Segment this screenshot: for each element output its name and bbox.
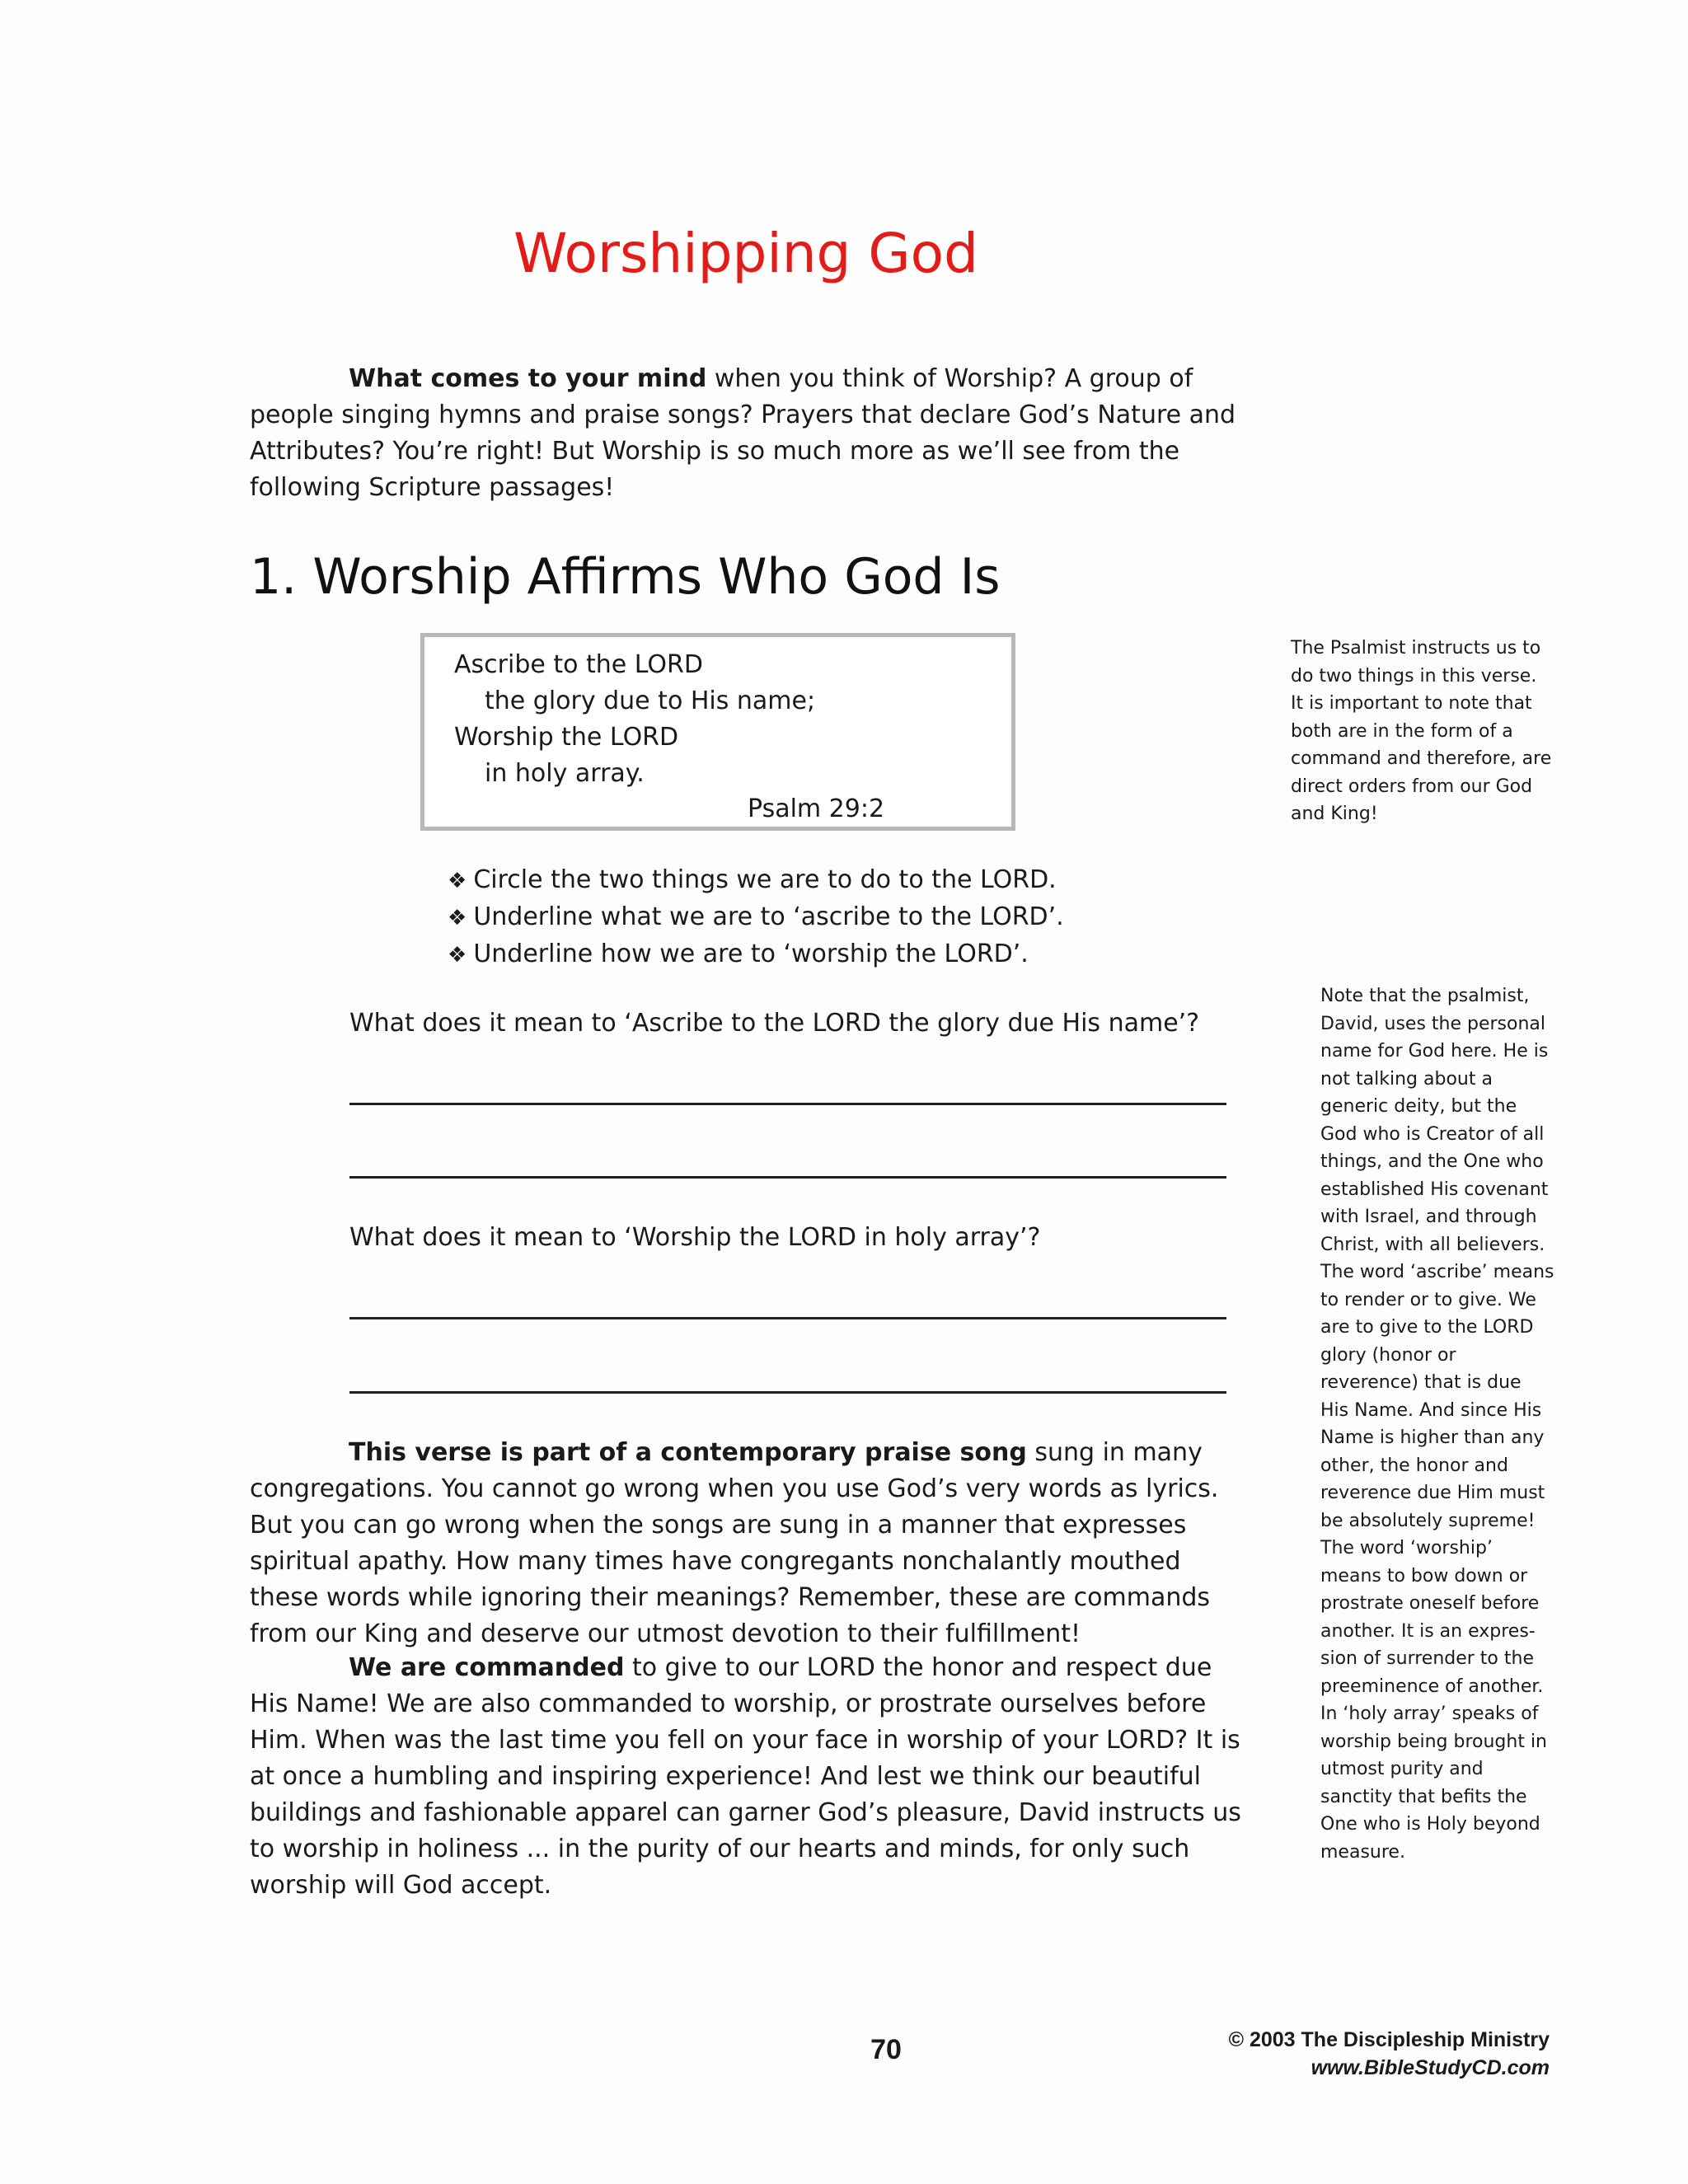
diamond-bullet-icon: ❖ bbox=[448, 869, 467, 893]
intro-lead: What comes to your mind bbox=[349, 364, 707, 393]
question-1: What does it mean to ‘Ascribe to the LORD the glory due His name’? bbox=[349, 1009, 1200, 1038]
answer-line[interactable] bbox=[349, 1391, 1226, 1394]
copyright-text: © 2003 The Discipleship Ministry bbox=[1228, 2028, 1550, 2051]
diamond-bullet-icon: ❖ bbox=[448, 943, 467, 968]
list-item-text: Underline what we are to ‘ascribe to the LORD’. bbox=[473, 902, 1064, 931]
sidenote-explanation bbox=[1291, 982, 1554, 1866]
body-lead: We are commanded bbox=[349, 1653, 625, 1682]
list-item bbox=[448, 936, 1064, 973]
list-item-text: Circle the two things we are to do to the LORD. bbox=[473, 865, 1057, 894]
list-item bbox=[448, 899, 1064, 936]
diamond-bullet-icon: ❖ bbox=[448, 906, 467, 930]
list-item bbox=[448, 862, 1064, 899]
instruction-list bbox=[448, 862, 1064, 973]
website-link[interactable]: www.BibleStudyCD.com bbox=[1311, 2056, 1550, 2079]
answer-line[interactable] bbox=[349, 1317, 1226, 1319]
intro-text: when you think of Worship? A group of people singing hymns and praise songs? Prayers that declare God’s Nature and Attributes? You’re right! But Worship is so much more as we’ll see from the following Scripture passages! bbox=[250, 364, 1236, 502]
verse-line: the glory due to His name; bbox=[485, 687, 816, 715]
body-paragraph-1 bbox=[250, 1435, 1247, 1652]
list-item-text: Underline how we are to ‘worship the LORD’. bbox=[473, 940, 1029, 968]
sidenote-text: The Psalmist instructs us to do two things in this verse. It is important to note that both are in the form of a command and therefore, are direct orders from our God and King! bbox=[1291, 638, 1552, 824]
body-text: sung in many congregations. You cannot go wrong when you use God’s very words as lyrics. But you can go wrong when the songs are sung in a manner that expresses spiritual apathy. How many times have congregants nonchalantly mouthed these words while ignoring their meanings? Remember, these are commands from our King and deserve our utmost devotion to their fulfillment! bbox=[250, 1438, 1219, 1648]
body-text: to give to our LORD the honor and respect due His Name! We are also commanded to worship, or prostrate ourselves before Him. When was the last time you fell on your face in worship of your LORD? It is at once a humbling and inspiring experience! And lest we think our beautiful buildings and fashionable apparel can garner God’s pleasure, David instructs us to worship in holiness ... in the purity of our hearts and minds, for only such worship will God accept. bbox=[250, 1653, 1241, 1900]
footer-credits bbox=[1229, 2026, 1550, 2082]
body-paragraph-2 bbox=[250, 1650, 1247, 1904]
verse-line: Ascribe to the LORD bbox=[454, 650, 703, 679]
verse-box bbox=[420, 633, 1015, 831]
intro-paragraph bbox=[250, 361, 1247, 506]
question-2: What does it mean to ‘Worship the LORD in holy array’? bbox=[349, 1223, 1041, 1252]
body-lead: This verse is part of a contemporary praise song bbox=[349, 1438, 1027, 1467]
answer-line[interactable] bbox=[349, 1103, 1226, 1105]
sidenote-paragraph: Note that the psalmist, David, uses the personal name for God here. He is not talking about a generic deity, but the God who is Creator of all things, and the One who established His covenant with Israel, and through Christ, with all believers. bbox=[1320, 986, 1549, 1255]
section-heading: 1. Worship Affirms Who God Is bbox=[250, 548, 1001, 606]
verse-reference: Psalm 29:2 bbox=[748, 794, 885, 823]
sidenote-paragraph: The word ‘worship’ means to bow down or prostrate oneself before another. It is an expres-sion of surrender to the preeminence of another. In ‘holy array’ speaks of worship being brought in utmost purity and sanctity that befits the One who is Holy beyond measure. bbox=[1320, 1538, 1547, 1863]
page-number: 70 bbox=[870, 2034, 902, 2065]
verse-line: Worship the LORD bbox=[454, 723, 679, 752]
answer-line[interactable] bbox=[349, 1176, 1226, 1179]
sidenote-psalmist bbox=[1291, 635, 1554, 828]
sidenote-paragraph: The word ‘ascribe’ means to render or to give. We are to give to the LORD glory (honor or reverence) that is due His Name. And since His Name is higher than any other, the honor and reverence due Him must be absolutely supreme! bbox=[1320, 1262, 1554, 1531]
verse-line: in holy array. bbox=[485, 759, 645, 788]
page-title: Worshipping God bbox=[513, 222, 978, 285]
